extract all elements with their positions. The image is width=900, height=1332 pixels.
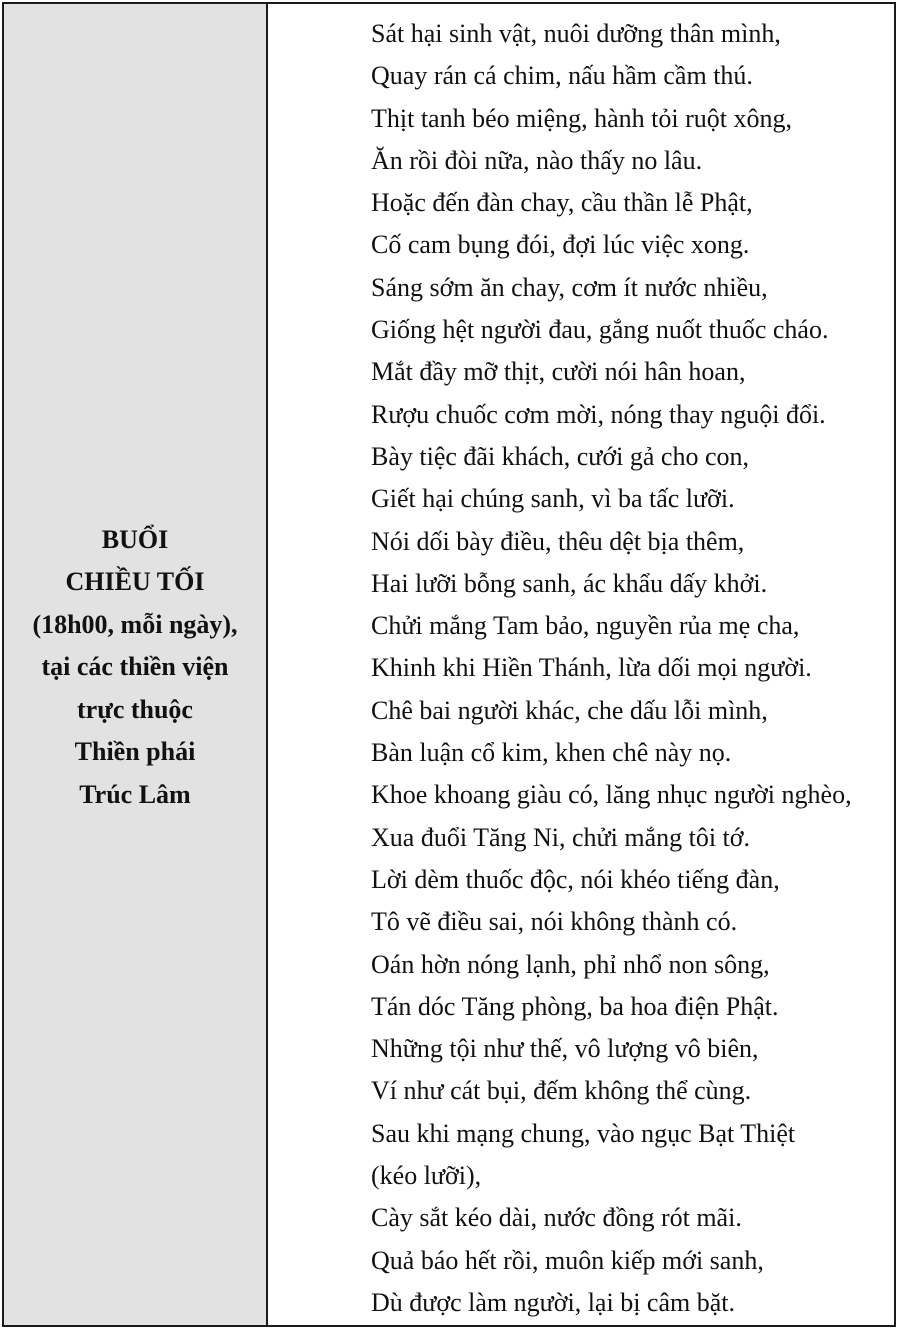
verse-line: Tô vẽ điều sai, nói không thành có. bbox=[371, 907, 738, 937]
verse-line: Ăn rồi đòi nữa, nào thấy no lâu. bbox=[371, 145, 703, 175]
verse-line: Nói dối bày điều, thêu dệt bịa thêm, bbox=[371, 526, 745, 556]
verse-line: Tán dóc Tăng phòng, ba hoa điện Phật. bbox=[371, 991, 779, 1021]
verse-line: Quả báo hết rồi, muôn kiếp mới sanh, bbox=[371, 1245, 764, 1275]
verse-line: Dù được làm người, lại bị câm bặt. bbox=[371, 1287, 735, 1317]
verse-line: Cố cam bụng đói, đợi lúc việc xong. bbox=[371, 230, 750, 260]
session-label-line: CHIỀU TỐI bbox=[65, 567, 205, 597]
verse-line: Oán hờn nóng lạnh, phỉ nhổ non sông, bbox=[371, 949, 770, 979]
verse-line: Sáng sớm ăn chay, cơm ít nước nhiều, bbox=[371, 272, 768, 302]
verse-line: Hai lưỡi bỗng sanh, ác khẩu dấy khởi. bbox=[371, 568, 768, 598]
verse-line: Xua đuổi Tăng Ni, chửi mắng tôi tớ. bbox=[371, 822, 751, 852]
verse-line: Mắt đầy mỡ thịt, cười nói hân hoan, bbox=[371, 357, 746, 387]
verse-line: Giết hại chúng sanh, vì ba tấc lưỡi. bbox=[371, 484, 735, 514]
session-label-line: trực thuộc bbox=[77, 694, 193, 724]
session-label-line: Thiền phái bbox=[74, 737, 196, 767]
verse-line: Những tội như thế, vô lượng vô biên, bbox=[371, 1034, 759, 1064]
verse-line: Bàn luận cổ kim, khen chê này nọ. bbox=[371, 738, 732, 768]
session-label-line: (18h00, mỗi ngày), bbox=[32, 609, 238, 639]
verse-line: Cày sắt kéo dài, nước đồng rót mãi. bbox=[371, 1203, 742, 1233]
verse-cell bbox=[268, 4, 894, 1325]
verse-line: Bày tiệc đãi khách, cưới gả cho con, bbox=[371, 441, 749, 471]
session-label-line: Trúc Lâm bbox=[79, 779, 191, 809]
verse-line: Khinh khi Hiền Thánh, lừa dối mọi người. bbox=[371, 653, 812, 683]
verse-line: Khoe khoang giàu có, lăng nhục người nghèo, bbox=[371, 780, 852, 810]
verse-line: (kéo lưỡi), bbox=[371, 1161, 482, 1191]
verse-line: Hoặc đến đàn chay, cầu thần lễ Phật, bbox=[371, 188, 753, 218]
verse-line: Giống hệt người đau, gắng nuốt thuốc cháo. bbox=[371, 315, 829, 345]
verse-line: Ví như cát bụi, đếm không thể cùng. bbox=[371, 1076, 752, 1106]
verse-line: Rượu chuốc cơm mời, nóng thay nguội đổi. bbox=[371, 399, 826, 429]
verse-line: Sau khi mạng chung, vào ngục Bạt Thiệt bbox=[371, 1118, 796, 1148]
verse-line: Thịt tanh béo miệng, hành tỏi ruột xông, bbox=[371, 103, 792, 133]
session-label-line: tại các thiền viện bbox=[41, 652, 229, 682]
session-label bbox=[32, 519, 237, 817]
liturgy-table bbox=[2, 2, 896, 1327]
verse-line: Sát hại sinh vật, nuôi dưỡng thân mình, bbox=[371, 19, 781, 48]
verse-line: Quay rán cá chim, nấu hầm cầm thú. bbox=[371, 61, 753, 91]
verse-line: Chê bai người khác, che dấu lỗi mình, bbox=[371, 695, 768, 725]
verse-line: Lời dèm thuốc độc, nói khéo tiếng đàn, bbox=[371, 864, 780, 894]
verse-line: Chửi mắng Tam bảo, nguyền rủa mẹ cha, bbox=[371, 611, 800, 641]
session-label-line: BUỔI bbox=[101, 524, 169, 554]
session-cell bbox=[4, 4, 268, 1325]
